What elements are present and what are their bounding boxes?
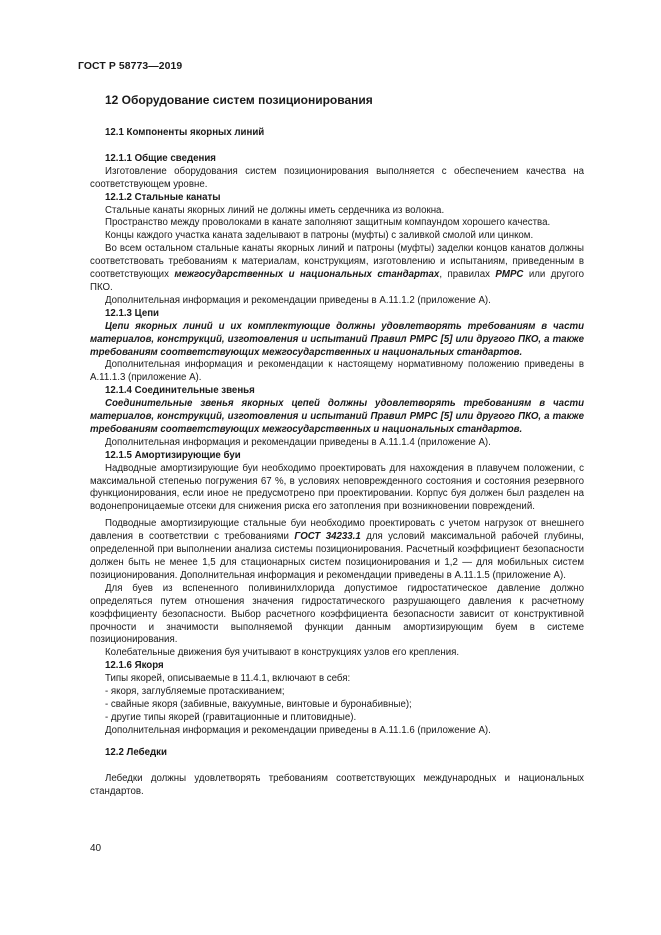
text-run: или другого ПКО. (90, 269, 584, 293)
standard-reference: ГОСТ 34233.1 (294, 531, 361, 543)
list-item: - якоря, заглубляемые протаскиванием; (105, 686, 285, 698)
text-run: для условий максимальной рабочей глубины, определенной при выполнении анализа системы позиционирования. Расчетный коэффициент безопасности должен быть не менее 1,5 для стационарных систем позиционирования и 1,2 — для мобильных систем позиционирования. Дополнительная информация и рекомендации приведены в А.11.1.5 (приложение А). (90, 531, 584, 581)
list-item: - свайные якоря (забивные, вакуумные, винтовые и буронабивные); (105, 698, 412, 710)
paragraph: Дополнительная информация и рекомендации приведены в А.11.1.6 (приложение А). (105, 724, 491, 736)
clause-title-12-1-5: 12.1.5 Амортизирующие буи (105, 449, 241, 461)
paragraph: Лебедки должны удовлетворять требованиям соответствующих международных и национальных стандартов. (90, 772, 584, 797)
rules-reference: РМРС (495, 269, 524, 281)
paragraph: Дополнительная информация и рекомендации приведены в А.11.1.4 (приложение А). (105, 436, 491, 448)
text-run: , правилах (439, 269, 496, 281)
paragraph: Колебательные движения буя учитывают в конструкциях узлов его крепления. (105, 647, 460, 659)
paragraph: Дополнительная информация и рекомендации приведены в А.11.1.2 (приложение А). (105, 294, 491, 306)
page-number: 40 (90, 843, 102, 854)
clause-title-12-1-3: 12.1.3 Цепи (105, 307, 160, 319)
paragraph: Пространство между проволоками в канате заполняют защитным компаундом хорошего качества. (105, 217, 551, 229)
list-item: - другие типы якорей (гравитационные и плитовидные). (105, 711, 357, 723)
subsection-title-12-2: 12.2 Лебедки (105, 746, 167, 758)
text-run: Во всем остальном стальные канаты якорных линий и патроны (муфты) заделки концов канатов должны соответствовать требованиям к материалам, конструкциям, изготовлению и испытаниям, приведенным в соответствующих (90, 243, 584, 281)
clause-title-12-1-6: 12.1.6 Якоря (105, 660, 164, 672)
paragraph: Стальные канаты якорных линий не должны иметь сердечника из волокна. (105, 204, 445, 216)
section-title: 12 Оборудование систем позиционирования (105, 93, 373, 107)
paragraph: Для буев из вспененного поливинилхлорида допустимое гидростатическое давление должно определяться путем отношения значения гидростатического разрушающего давления к расчетному коэффициенту безопасности. Выбор расчетного коэффициента безопасности зависит от конструктивной прочности и значимости выполняемой функции данным амортизирующим буем в системе позиционирования. (90, 582, 584, 646)
paragraph (90, 243, 584, 295)
standard-reference: межгосударственных и национальных стандартах (174, 269, 440, 281)
text-run: Подводные амортизирующие стальные буи необходимо проектировать с учетом нагрузок от внешнего давления в соответствии с требованиями (90, 518, 584, 543)
page-content (90, 92, 584, 798)
paragraph: Типы якорей, описываемые в 11.4.1, включают в себя: (105, 673, 351, 685)
emphasized-paragraph: Соединительные звенья якорных цепей должны удовлетворять требованиям в части материалов, конструкций, изготовления и испытаний Правил РМРС [5] или другого ПКО, а также требованиям соответствующих межгосударственных и национальных стандартов. (90, 398, 584, 435)
clause-title-12-1-1: 12.1.1 Общие сведения (105, 152, 216, 164)
clause-title-12-1-4: 12.1.4 Соединительные звенья (105, 385, 255, 397)
paragraph: Концы каждого участка каната заделывают в патроны (муфты) с заливкой смолой или цинком. (105, 230, 534, 242)
clause-title-12-1-2: 12.1.2 Стальные канаты (105, 191, 221, 203)
document-id: ГОСТ Р 58773—2019 (78, 61, 183, 72)
subsection-title-12-1: 12.1 Компоненты якорных линий (105, 127, 265, 138)
paragraph: Дополнительная информация и рекомендации к настоящему нормативному положению приведены в А.11.1.3 (приложение А). (90, 359, 584, 384)
paragraph: Изготовление оборудования систем позиционирования выполняется с обеспечением качества на соответствующем уровне. (90, 165, 584, 190)
emphasized-paragraph: Цепи якорных линий и их комплектующие должны удовлетворять требованиям в части материалов, конструкций, изготовления и испытаний Правил РМРС [5] или другого ПКО, а также требованиям соответствующих межгосударственных и национальных стандартов. (90, 320, 584, 358)
paragraph (90, 518, 584, 583)
paragraph: Надводные амортизирующие буи необходимо проектировать для нахождения в плавучем положении, с максимальной степенью погружения 67 %, в условиях неповрежденного состояния и состояния резервного функционирования, если иное не предусмотрено при проектировании. Корпус буя должен был разделен на водонепроницаемые отсеки для снижения риска его затопления при возникновении повреждений. (90, 462, 584, 513)
